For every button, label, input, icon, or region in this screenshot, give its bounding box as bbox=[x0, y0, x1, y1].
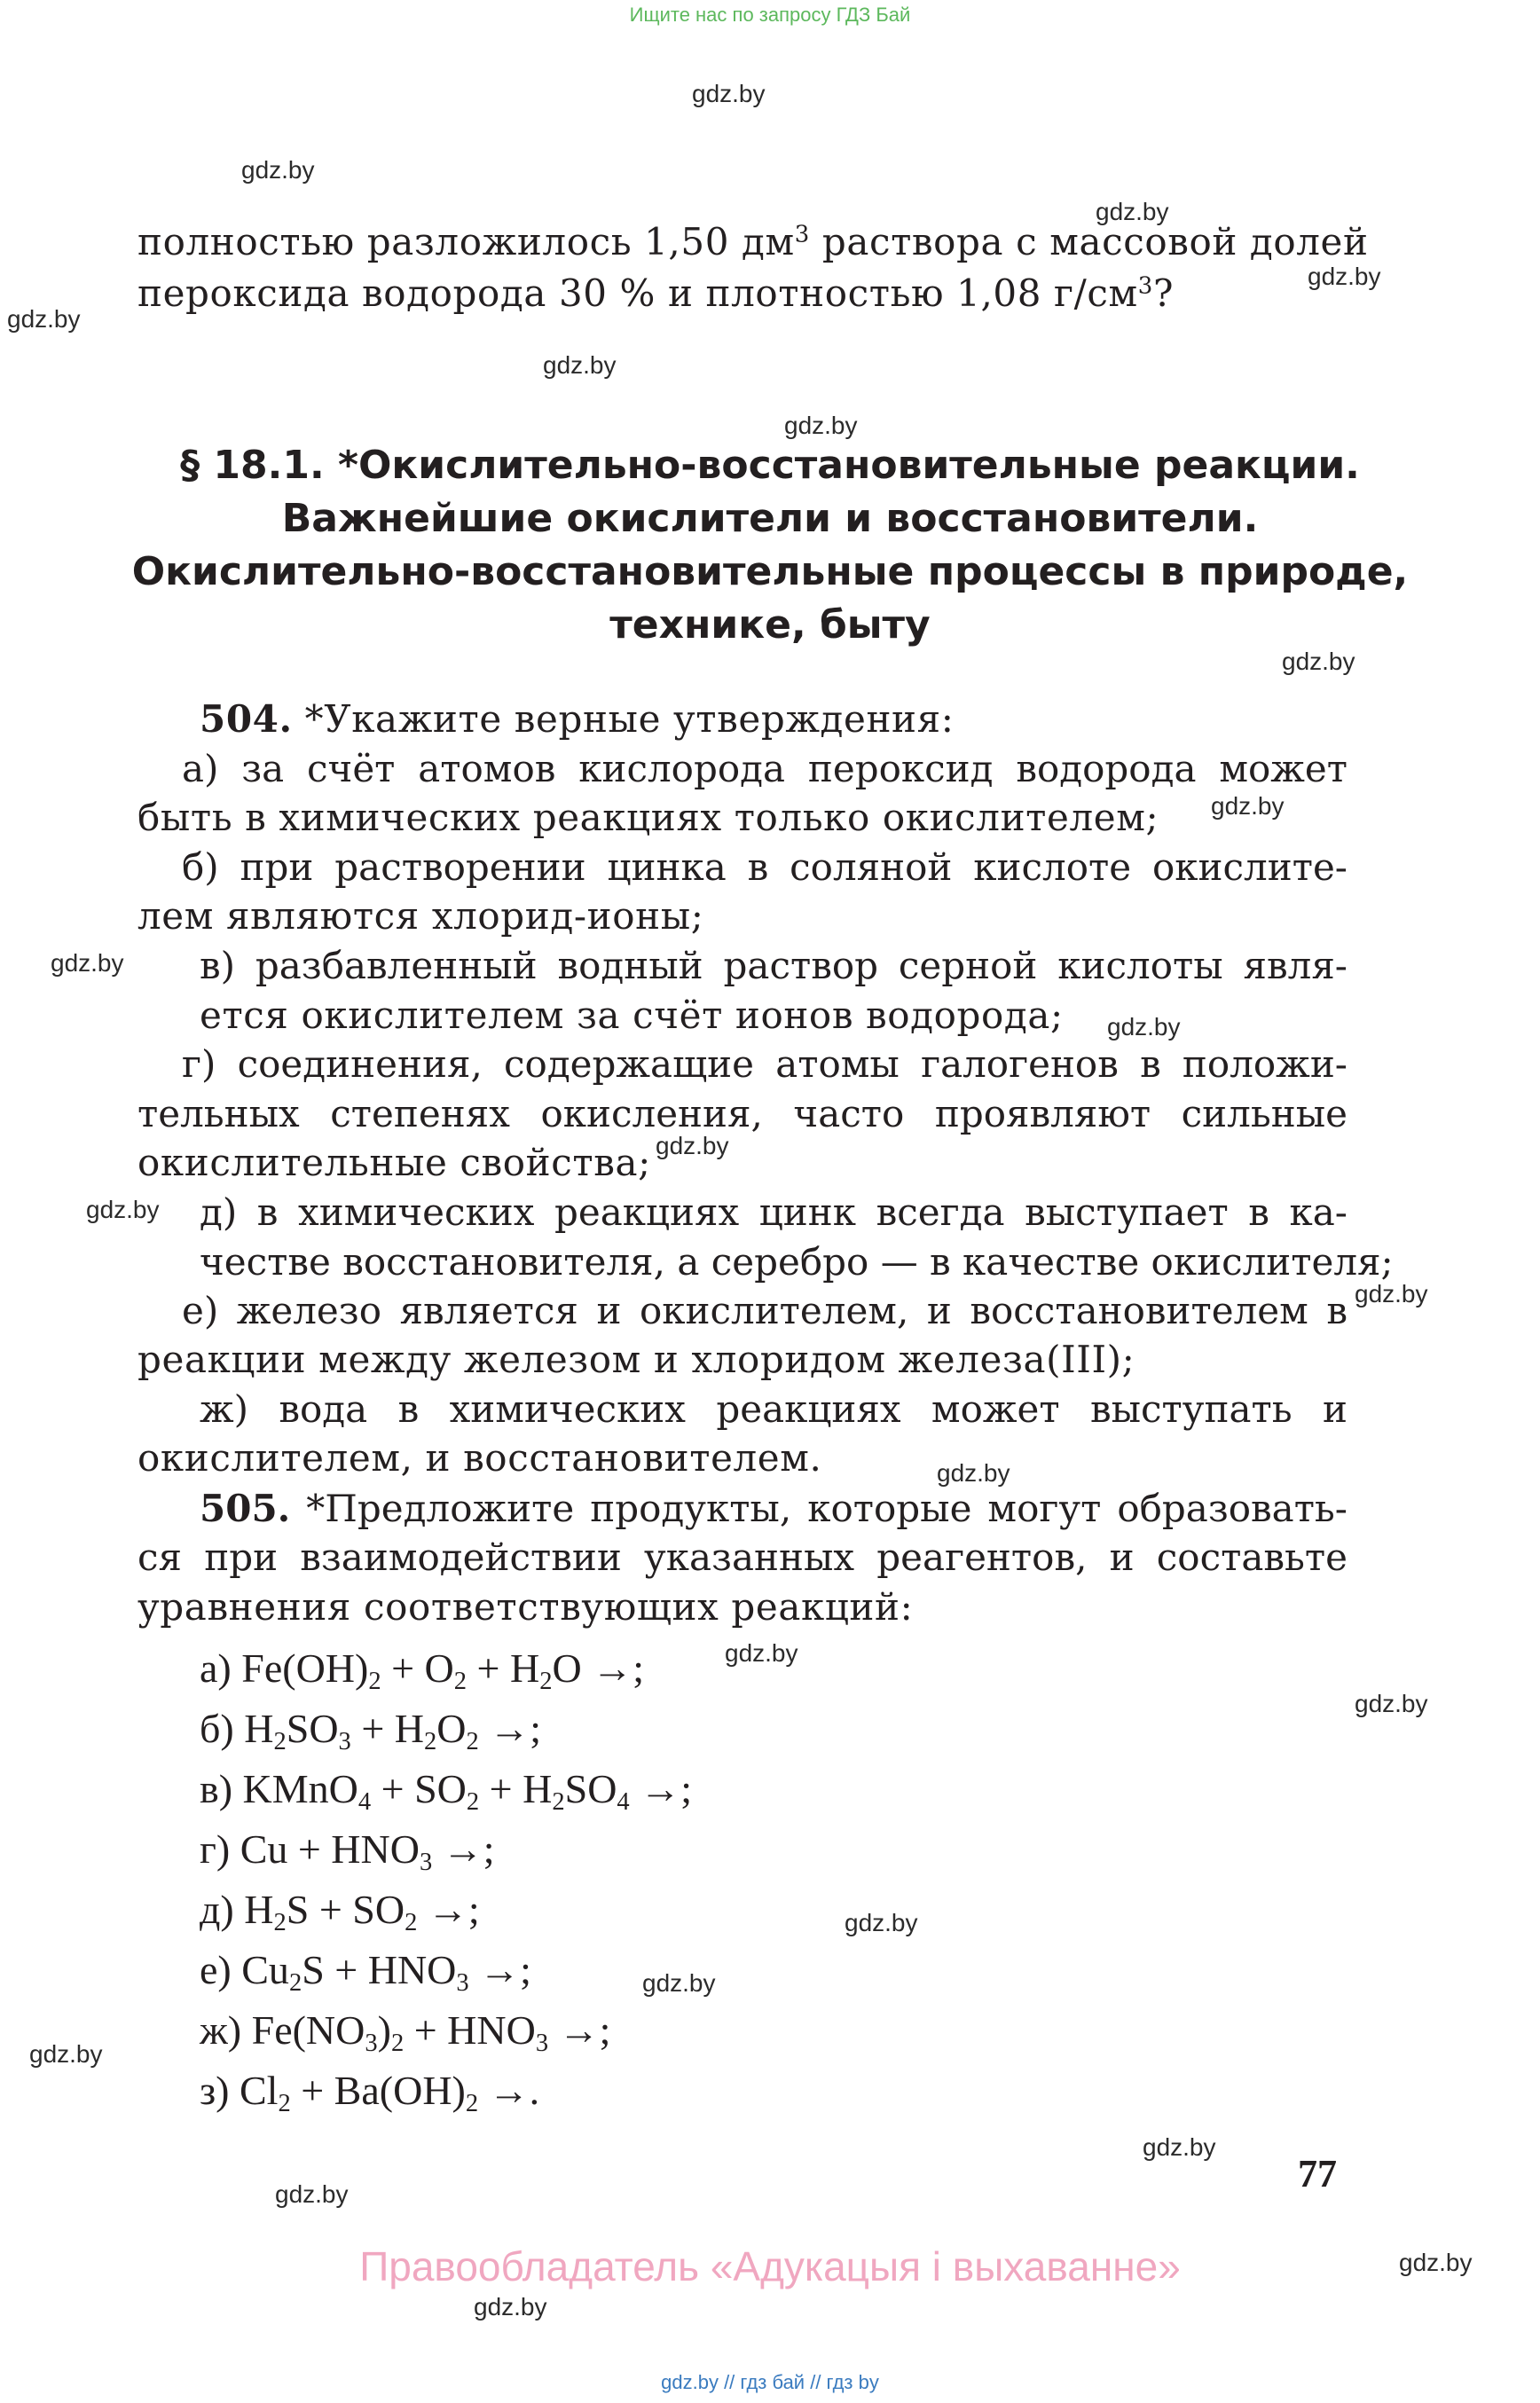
watermark: gdz.by bbox=[7, 305, 81, 333]
task-504-line: быть в химических реакциях только окислителем; bbox=[138, 796, 1159, 839]
watermark: gdz.by bbox=[1355, 1280, 1428, 1308]
equation-e: д) $H_2S + SO_2$ →; bbox=[200, 1887, 480, 1936]
section-heading-line-1: § 18.1. *Окислительно-восстановительные реакции. bbox=[180, 443, 1360, 488]
task-504-line: окислительные свойства; bbox=[138, 1141, 651, 1184]
task-504-line: окислителем, и восстановителем. bbox=[138, 1436, 822, 1480]
watermark: gdz.by bbox=[784, 412, 858, 439]
equation-b: б) $H_2SO_3 + H_2O_2$ →; bbox=[200, 1706, 542, 1755]
watermark: gdz.by bbox=[1308, 263, 1381, 290]
watermark: gdz.by bbox=[86, 1196, 160, 1223]
watermark: gdz.by bbox=[1096, 198, 1169, 225]
watermark: gdz.by bbox=[51, 949, 124, 977]
watermark: gdz.by bbox=[642, 1969, 716, 1997]
section-heading-line-3: Окислительно-восстановительные процессы в природе, bbox=[131, 549, 1409, 594]
page-number: 77 bbox=[1298, 2152, 1337, 2195]
intro-line-1: полностью разложилось 1,50 $дм^3$ раствора с массовой долей bbox=[138, 220, 1369, 263]
equation-c: в) KMnO$_4$ + $SO_2 + H_2SO_4$ →; bbox=[200, 1766, 692, 1816]
watermark: gdz.by bbox=[1282, 648, 1355, 675]
watermark: gdz.by bbox=[656, 1132, 729, 1159]
task-504-line: ж) вода в химических реакциях может выступать и bbox=[200, 1387, 1348, 1431]
watermark: gdz.by bbox=[29, 2040, 103, 2068]
equation-d: г) $Cu + HNO_3$ →; bbox=[200, 1826, 495, 1876]
section-heading-line-4: технике, быту bbox=[609, 602, 931, 648]
bottom-banner[interactable]: gdz.by // гдз бай // гдз by bbox=[661, 2371, 879, 2393]
task-504-line: ется окислителем за счёт ионов водорода; bbox=[200, 993, 1064, 1037]
task-504-line: б) при растворении цинка в соляной кислоте окислите- bbox=[182, 845, 1348, 889]
watermark: gdz.by bbox=[1355, 1690, 1428, 1717]
equation-h: з) $Cl_2 + Ba(OH)_2$ →. bbox=[200, 2068, 540, 2117]
task-505-line: ся при взаимодействии указанных реагентов, и составьте bbox=[138, 1535, 1348, 1579]
watermark: gdz.by bbox=[1211, 792, 1285, 820]
watermark: gdz.by bbox=[845, 1909, 918, 1936]
watermark: gdz.by bbox=[937, 1459, 1010, 1487]
task-504-prompt: 504. *Укажите верные утверждения: bbox=[200, 697, 955, 741]
watermark: gdz.by bbox=[725, 1639, 798, 1667]
task-505-line: 505. *Предложите продукты, которые могут образовать- bbox=[200, 1487, 1348, 1530]
watermark: gdz.by bbox=[474, 2293, 547, 2321]
watermark: gdz.by bbox=[1143, 2133, 1216, 2161]
watermark: gdz.by bbox=[692, 80, 766, 107]
equation-f: е) $Cu_2S + HNO_3$ →; bbox=[200, 1947, 531, 1997]
task-505-line: уравнения соответствующих реакций: bbox=[138, 1585, 914, 1629]
task-504-line: г) соединения, содержащие атомы галогенов в положи- bbox=[182, 1042, 1348, 1086]
watermark: gdz.by bbox=[1107, 1013, 1181, 1041]
task-504-line: тельных степенях окисления, часто проявляют сильные bbox=[138, 1092, 1348, 1135]
top-banner[interactable]: Ищите нас по запросу ГДЗ Бай bbox=[629, 4, 911, 26]
watermark: gdz.by bbox=[241, 156, 315, 184]
task-504-line: реакции между железом и хлоридом железа(III); bbox=[138, 1338, 1135, 1381]
intro-line-2: пероксида водорода 30 % и плотностью 1,08 $г/см^3$? bbox=[138, 271, 1175, 315]
watermark: gdz.by bbox=[1399, 2249, 1473, 2276]
watermark: gdz.by bbox=[543, 351, 617, 379]
equation-a: а) $Fe(OH)_2 + O_2 + H_2O$ →; bbox=[200, 1645, 644, 1695]
task-504-line: в) разбавленный водный раствор серной кислоты явля- bbox=[200, 944, 1348, 987]
task-504-line: е) железо является и окислителем, и восстановителем в bbox=[182, 1289, 1348, 1332]
task-504-line: честве восстановителя, а серебро — в качестве окислителя; bbox=[200, 1240, 1394, 1284]
task-504-line: лем являются хлорид-ионы; bbox=[138, 894, 704, 938]
watermark: gdz.by bbox=[275, 2180, 349, 2208]
task-504-line: а) за счёт атомов кислорода пероксид водорода может bbox=[182, 747, 1348, 790]
equation-g: ж) $Fe(NO_3)_2 + HNO_3$ →; bbox=[200, 2007, 611, 2057]
copyright-notice: Правообладатель «Адукацыя і выхаванне» bbox=[359, 2243, 1181, 2289]
task-504-line: д) в химических реакциях цинк всегда выступает в ка- bbox=[200, 1190, 1348, 1234]
section-heading-line-2: Важнейшие окислители и восстановители. bbox=[281, 496, 1259, 541]
